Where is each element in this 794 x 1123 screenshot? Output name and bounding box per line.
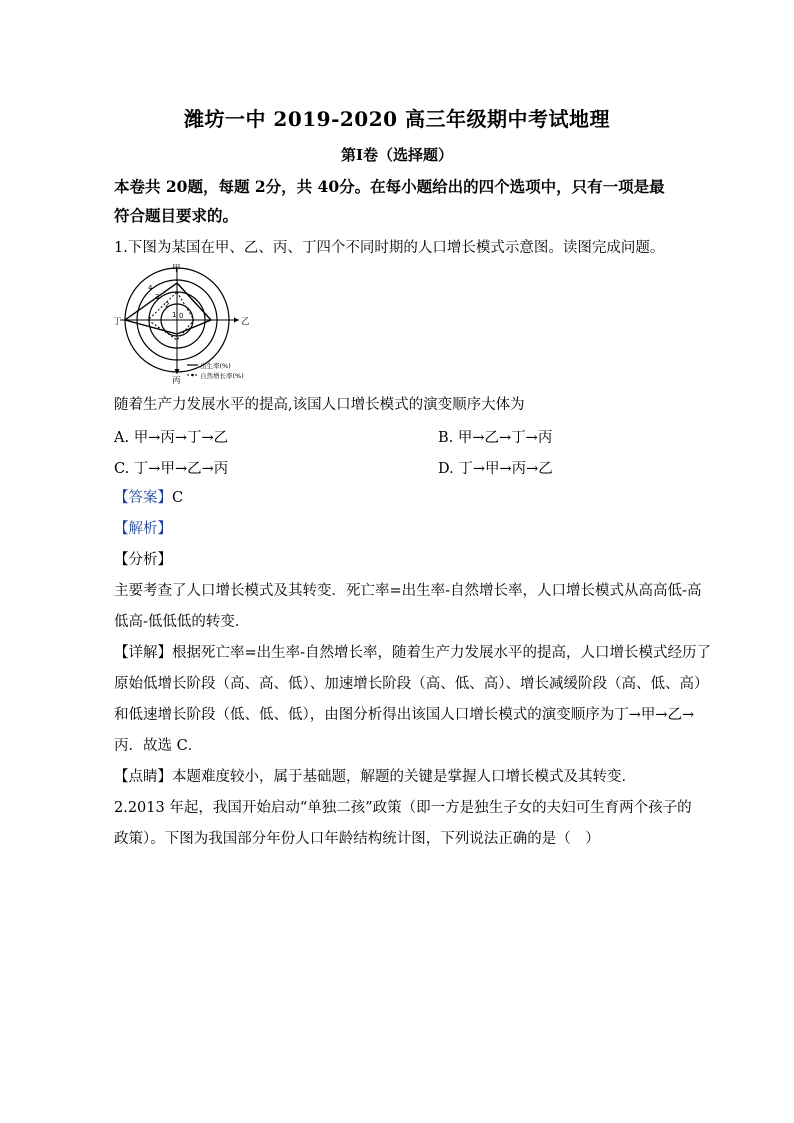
xiangjie-label: 【详解】: [114, 645, 172, 661]
answer-line: [114, 488, 694, 508]
fenxi-line-2: 低高-低低低的转变．: [114, 614, 250, 630]
xiangjie-text-1: 根据死亡率=出生率-自然增长率，随着生产力发展水平的提高，人口增长模式经历了: [172, 645, 712, 661]
label-top: 甲: [172, 264, 181, 274]
label-bottom: 丙: [172, 376, 181, 386]
xiangjie-line-4: 丙．故选 C．: [114, 738, 203, 754]
xiangjie-line-3: 和低速增长阶段（低、低、低），由图分析得出该国人口增长模式的演变顺序为丁→甲→乙→: [114, 707, 695, 723]
label-left: 丁: [113, 317, 122, 327]
legend-birth-rate: 出生率(%): [200, 362, 231, 370]
arrow-right-icon: [234, 318, 239, 323]
legend-natural-growth: 自然增长率(%): [200, 372, 244, 380]
option-d[interactable]: D. 丁→甲→丙→乙: [438, 461, 553, 477]
fenxi-label: 【分析】: [114, 552, 172, 568]
q1-question: 随着生产力发展水平的提高,该国人口增长模式的演变顺序大体为: [114, 397, 525, 413]
answer-value: C: [172, 490, 184, 506]
label-right: 乙: [241, 317, 250, 327]
xiangjie-line-1: [114, 643, 712, 663]
jiexi-label: 【解析】: [114, 521, 172, 537]
q2-stem-line-1: 2.2013 年起，我国开始启动“单独二孩”政策（即一方是独生子女的夫妇可生育两个孩子的: [114, 800, 692, 816]
dianjing-label: 【点睛】: [114, 769, 172, 785]
q2-stem-line-2: 政策）。下图为我国部分年份人口年龄结构统计图，下列说法正确的是（ ）: [114, 831, 600, 847]
dianjing-line: [114, 767, 694, 787]
ring-number-0: 0: [179, 312, 184, 320]
ring-number-4: 4: [148, 284, 153, 292]
population-growth-diagram: [112, 262, 282, 388]
fenxi-line-1: 主要考查了人口增长模式及其转变．死亡率=出生率-自然增长率，人口增长模式从高高低-高: [114, 583, 702, 599]
ring-number-3: 3: [155, 293, 160, 301]
xiangjie-line-2: 原始低增长阶段（高、高、低）、加速增长阶段（高、低、高）、增长减缓阶段（高、低、高）: [114, 676, 709, 692]
dianjing-text: 本题难度较小，属于基础题，解题的关键是掌握人口增长模式及其转变．: [172, 769, 636, 785]
q1-stem: 1.下图为某国在甲、乙、丙、丁四个不同时期的人口增长模式示意图。读图完成问题。: [114, 240, 665, 256]
legend-marker: [191, 374, 194, 377]
document-title: 潍坊一中 2019-2020 高三年级期中考试地理: [183, 107, 611, 131]
instructions-line-1: 本卷共 20题，每题 2分，共 40分。在每小题给出的四个选项中，只有一项是最: [114, 177, 665, 196]
ring-number-2: 2: [165, 301, 170, 309]
instructions-line-2: 符合题目要求的。: [114, 206, 239, 225]
option-a[interactable]: A. 甲→丙→丁→乙: [114, 430, 229, 446]
option-b[interactable]: B. 甲→乙→丁→丙: [438, 430, 553, 446]
section-title: 第Ⅰ卷（选择题）: [340, 146, 454, 164]
answer-label: 【答案】: [114, 490, 172, 506]
ring-number-1: 1: [172, 311, 177, 319]
option-c[interactable]: C. 丁→甲→乙→丙: [114, 461, 229, 477]
